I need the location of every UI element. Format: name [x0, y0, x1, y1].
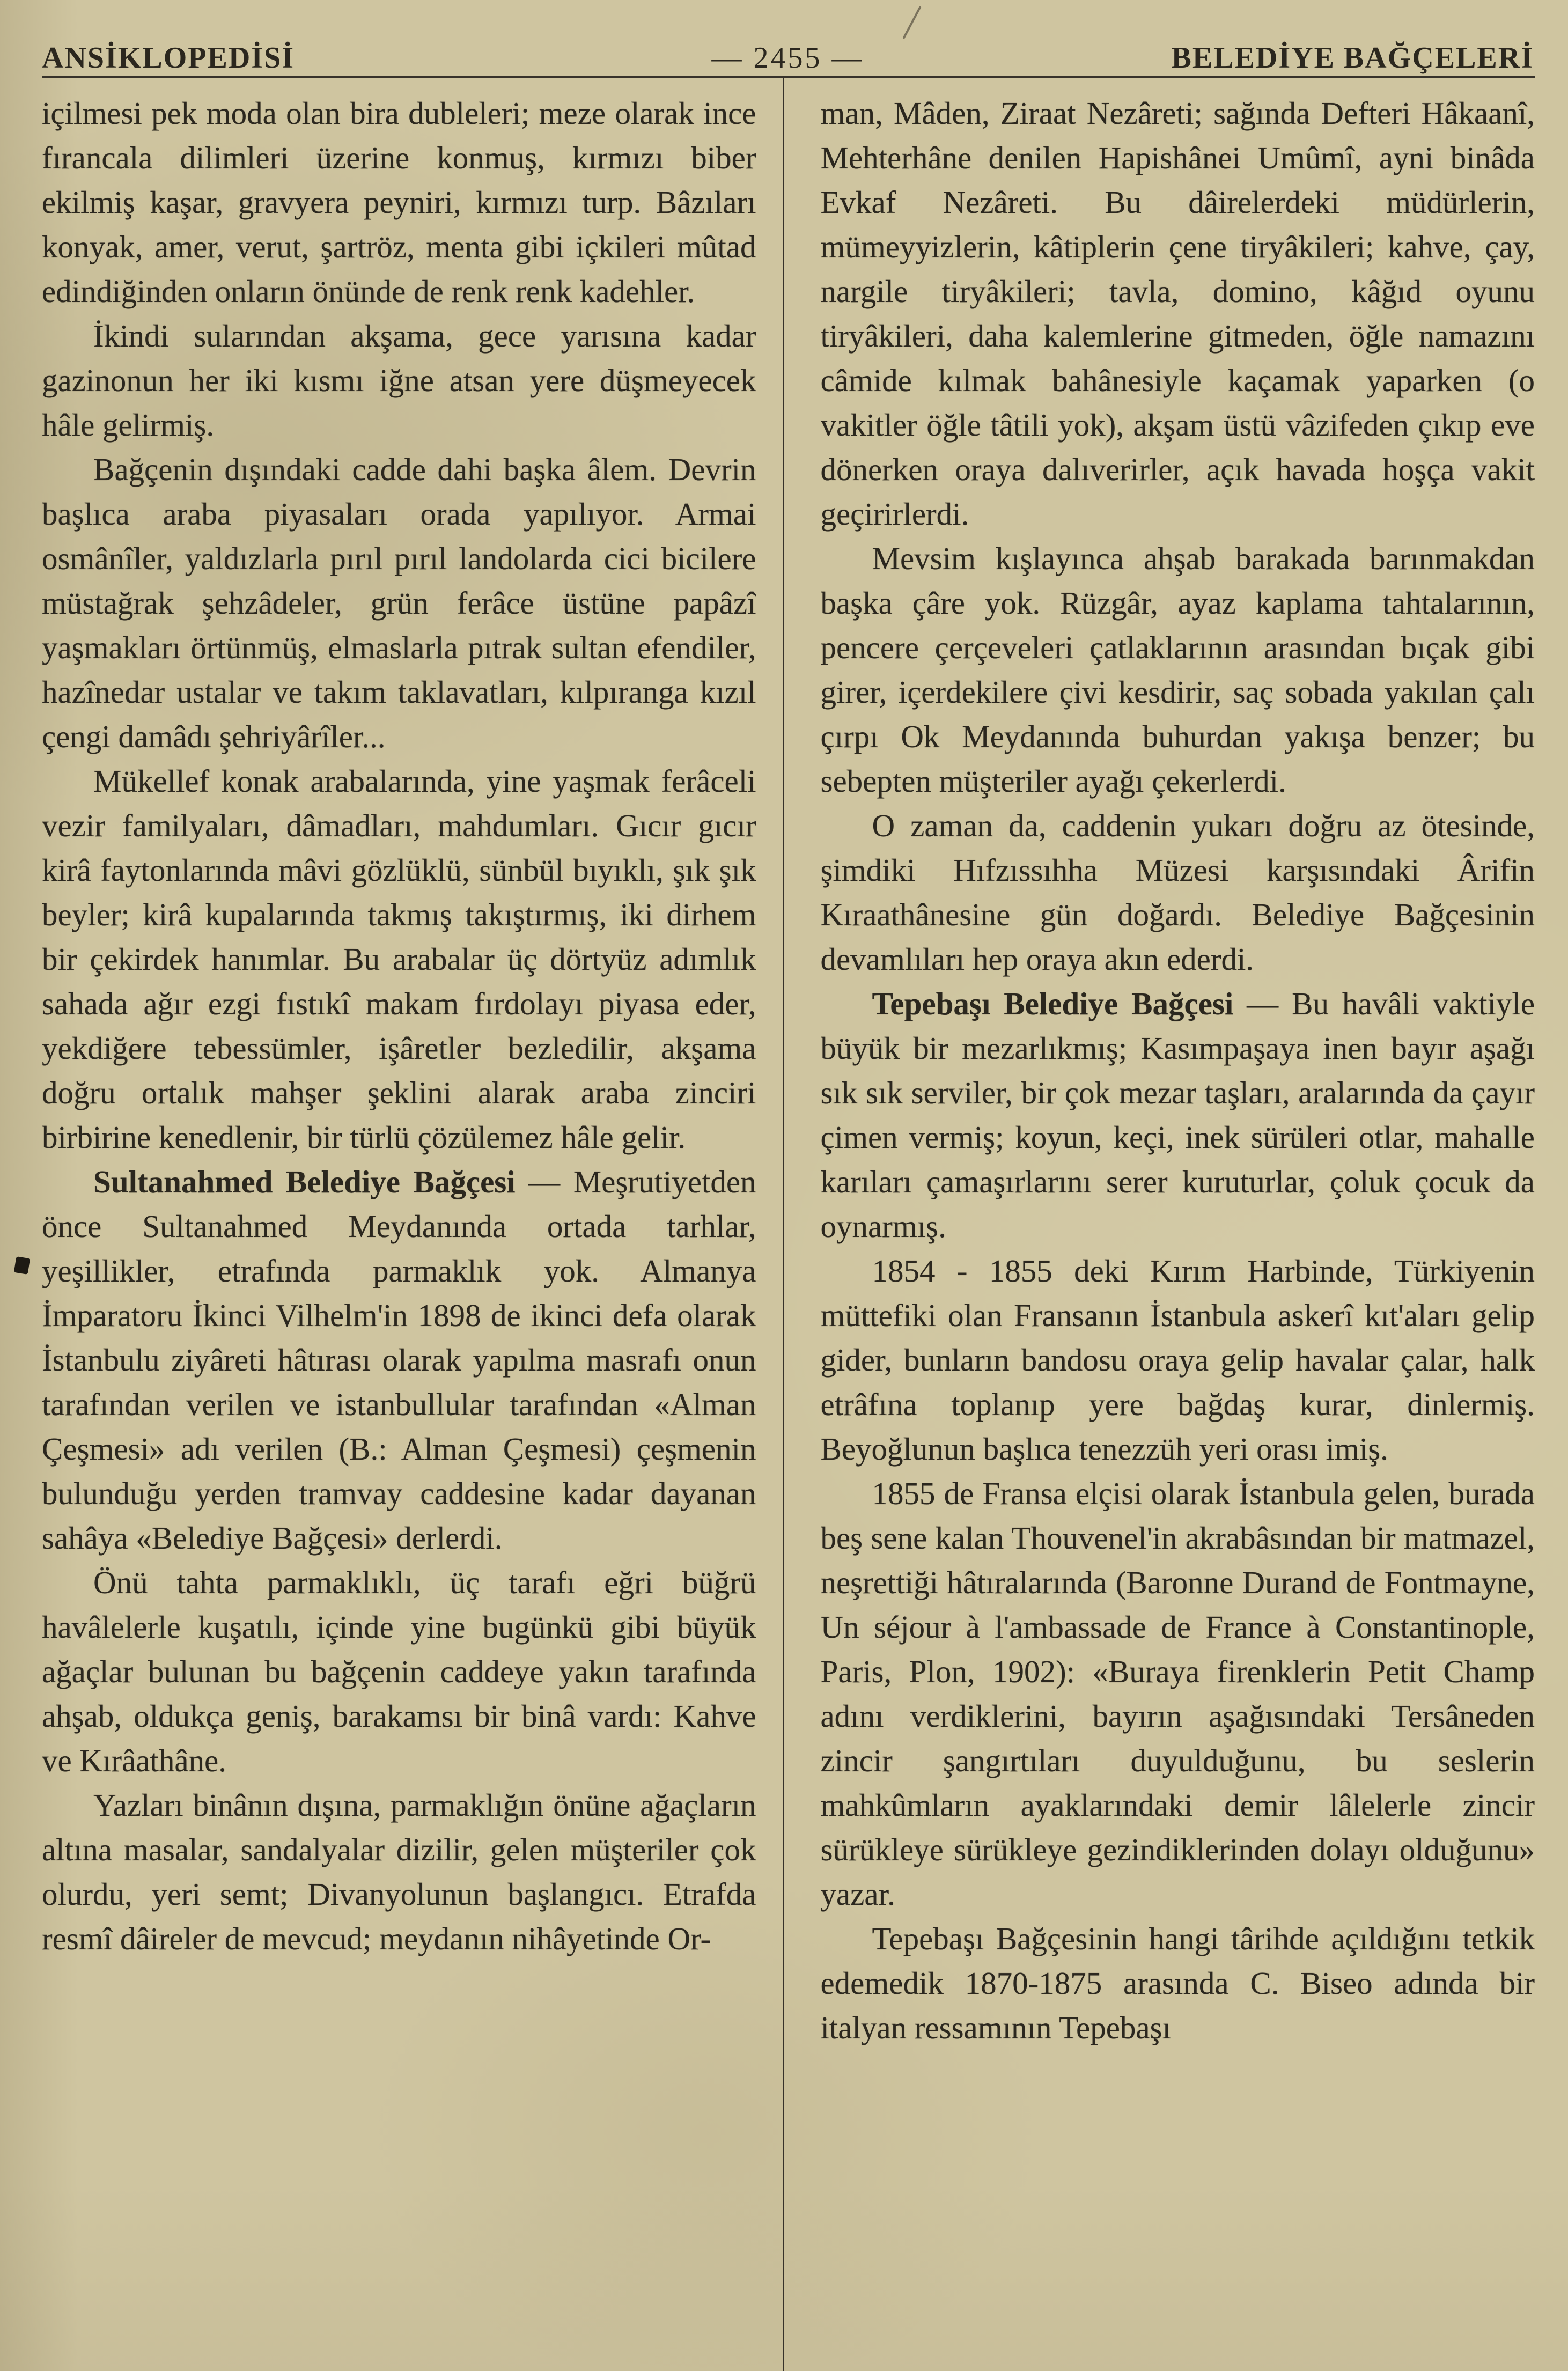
header-title: ANSİKLOPEDİSİ	[42, 41, 295, 75]
paragraph: Mevsim kışlayınca ahşab barakada barınmakdan başka çâre yok. Rüzgâr, ayaz kaplama tahtalarının, pencere çerçeveleri çatlaklarının arasından bıçak gibi girer, içerdekilere çivi kesdirir, saç sobada yakılan çalı çırpı Ok Meydanında buhurdan yakışa benzer; bu sebepten müşteriler ayağı çekerlerdi.	[820, 541, 1535, 799]
paragraph: 1854 - 1855 deki Kırım Harbinde, Türkiyenin müttefiki olan Fransanın İstanbula askerî kıt'aları gelip gider, bunların bandosu oraya gelip havalar çalar, halk etrâfına toplanıp yere bağdaş kurar, dinlermiş. Beyoğlunun başlıca tenezzüh yeri orası imiş.	[820, 1253, 1535, 1467]
paragraph: O zaman da, caddenin yukarı doğru az ötesinde, şimdiki Hıfzıssıhha Müzesi karşısındaki Ârifin Kıraathânesine gün doğardı. Belediye Bağçesinin devamlıları hep oraya akın ederdi.	[820, 808, 1535, 977]
header-article-title: BELEDİYE BAĞÇELERİ	[1171, 41, 1534, 75]
scan-scratch-mark	[902, 6, 921, 39]
paragraph: içilmesi pek moda olan bira dubleleri; meze olarak ince fırancala dilimleri üzerine konmuş, kırmızı biber ekilmiş kaşar, gravyera peyniri, kırmızı turp. Bâzıları konyak, amer, verut, şartröz, menta gibi içkileri mûtad edindiğinden onların önünde de renk renk kadehler.	[42, 95, 756, 309]
paragraph: 1855 de Fransa elçisi olarak İstanbula gelen, burada beş sene kalan Thouvenel'in akrabâsından bir matmazel, neşrettiği hâtıralarında (Baronne Durand de Fontmayne, Un séjour à l'ambassade de France à Constantinople, Paris, Plon, 1902): «Buraya firenklerin Petit Champ adını verdiklerini, bayırın aşağısındaki Tersâneden zincir şangırtıları duyulduğunu, bu seslerin mahkûmların ayaklarındaki demir lâlelerle zincir sürükleye sürükleye gezindiklerinden dolayı olduğunu» yazar.	[820, 1476, 1535, 1912]
paragraph: Önü tahta parmaklıklı, üç tarafı eğri büğrü havâlelerle kuşatılı, içinde yine bugünkü gibi büyük ağaçlar bulunan bu bağçenin caddeye yakın tarafında ahşab, oldukça geniş, barakamsı bir binâ vardı: Kahve ve Kırâathâne.	[42, 1565, 756, 1778]
paragraph: Tepebaşı Bağçesinin hangi târihde açıldığını tetkik edemedik 1870-1875 arasında C. Biseo adında bir italyan ressamının Tepebaşı	[820, 1921, 1535, 2045]
right-column	[821, 91, 1535, 2367]
page-number: — 2455 —	[711, 41, 864, 75]
paragraph: Yazları binânın dışına, parmaklığın önüne ağaçların altına masalar, sandalyalar dizilir, gelen müşteriler çok olurdu, yeri semt; Divanyolunun başlangıcı. Etrafda resmî dâireler de mevcud; meydanın nihâyetinde Or-	[42, 1787, 756, 1956]
header-rule	[42, 76, 1535, 78]
entry-title: Sultanahmed Belediye Bağçesi	[93, 1164, 516, 1199]
text-columns	[42, 91, 1535, 2367]
entry-paragraph	[42, 1160, 756, 1560]
entry-body: — Meşrutiyetden önce Sultanahmed Meydanında ortada tarhlar, yeşillikler, etrafında parmaklık yok. Almanya İmparatoru İkinci Vilhelm'in 1898 de ikinci defa olarak İstanbulu ziyâreti hâtırası olarak yapılma masrafı onun tarafından verilen ve istanbullular tarafından «Alman Çeşmesi» adı verilen (B.: Alman Çeşmesi) çeşmenin bulunduğu yerden tramvay caddesine kadar dayanan sahâya «Belediye Bağçesi» derlerdi.	[42, 1164, 756, 1556]
paragraph: Bağçenin dışındaki cadde dahi başka âlem. Devrin başlıca araba piyasaları orada yapılıyor. Armai osmânîler, yaldızlarla pırıl pırıl landolarda cici bicilere müstağrak şehzâdeler, grün ferâce üstüne papâzî yaşmakları örtünmüş, elmaslarla pıtrak sultan efendiler, hazînedar ustalar ve takım taklavatları, kılpıranga kızıl çengi damâdı şehriyârîler...	[42, 452, 756, 754]
paragraph: Mükellef konak arabalarında, yine yaşmak ferâceli vezir familyaları, dâmadları, mahdumları. Gıcır gıcır kirâ faytonlarında mâvi gözlüklü, sünbül bıyıklı, şık şık beyler; kirâ kupalarında takmış takıştırmış, iki dirhem bir çekirdek hanımlar. Bu arabalar üç dörtyüz adımlık sahada ağır ezgi fıstıkî makam fırdolayı piyasa eder, yekdiğere tebessümler, işâretler bezledilir, akşama doğru ortalık mahşer şeklini alarak araba zinciri birbirine kenedlenir, bir türlü çözülemez hâle gelir.	[42, 763, 756, 1155]
entry-paragraph	[821, 982, 1535, 1249]
page-header	[42, 41, 1534, 75]
left-column	[42, 91, 756, 2367]
ink-blemish	[14, 1256, 30, 1275]
paragraph: man, Mâden, Ziraat Nezâreti; sağında Defteri Hâkaanî, Mehterhâne denilen Hapishânei Umûmî, ayni binâda Evkaf Nezâreti. Bu dâirelerdeki müdürlerin, mümeyyizlerin, kâtiplerin çene tiryâkileri; kahve, çay, nargile tiryâkileri; tavla, domino, kâğıd oyunu tiryâkileri, daha kalemlerine gitmeden, öğle namazını câmide kılmak bahânesiyle kaçamak yaparken (o vakitler öğle tâtili yok), akşam üstü vâzifeden çıkıp eve dönerken oraya dalıverirler, açık havada hoşça vakit geçirirlerdi.	[820, 95, 1535, 532]
entry-body: — Bu havâli vaktiyle büyük bir mezarlıkmış; Kasımpaşaya inen bayır aşağı sık sık serviler, bir çok mezar taşları, aralarında da çayır çimen vermiş; koyun, keçi, inek sürüleri otlar, mahalle karıları çamaşırlarını serer kuruturlar, çoluk çocuk da oynarmış.	[820, 986, 1535, 1244]
entry-title: Tepebaşı Belediye Bağçesi	[872, 986, 1234, 1021]
paragraph: İkindi sularından akşama, gece yarısına kadar gazinonun her iki kısmı iğne atsan yere düşmeyecek hâle gelirmiş.	[42, 318, 756, 443]
